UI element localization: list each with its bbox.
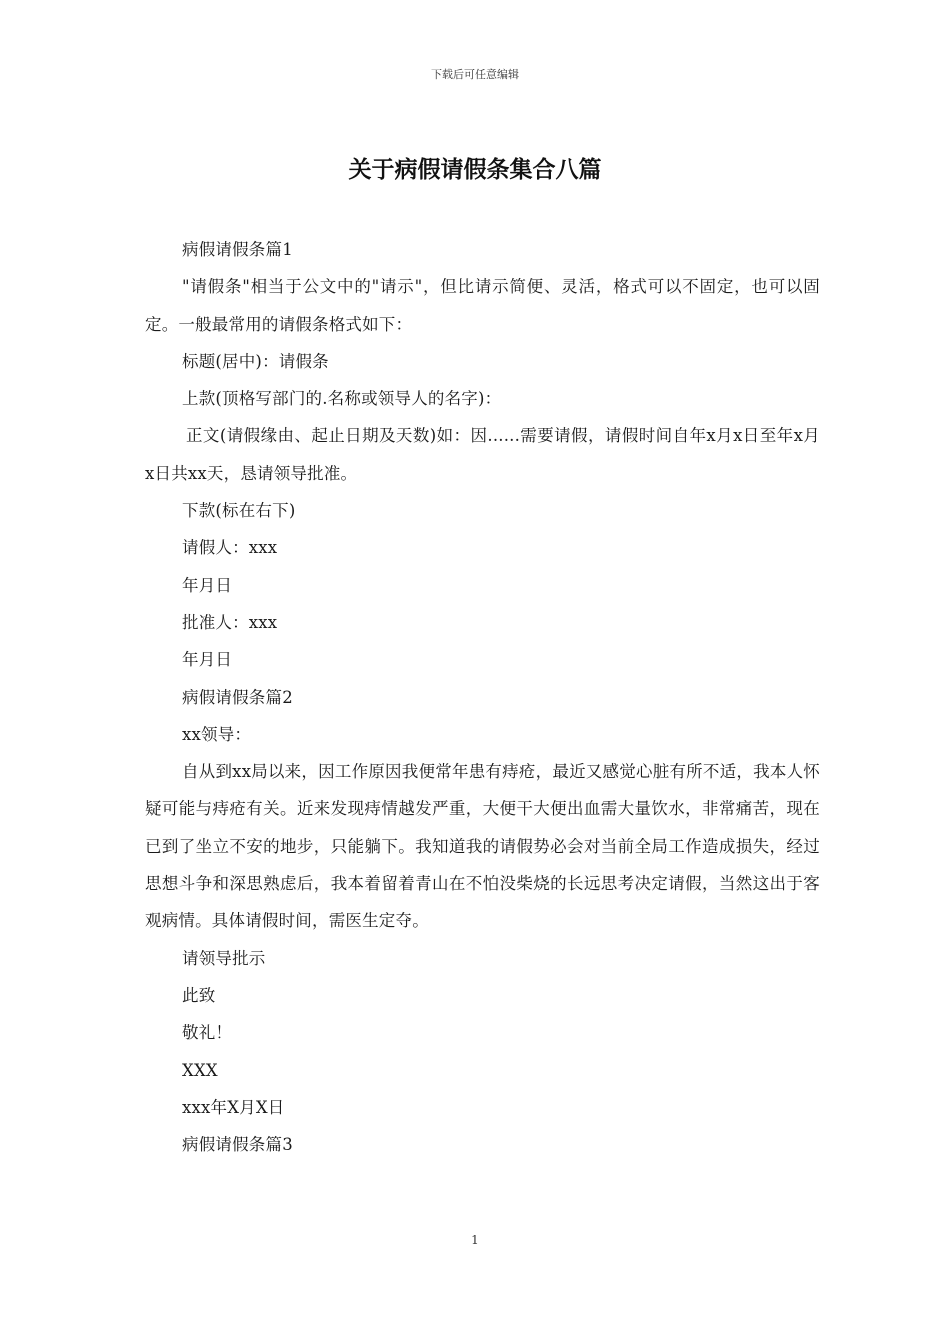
paragraph-upper-format: 上款(顶格写部门的.名称或领导人的名字)： [182, 389, 502, 409]
paragraph-main-body: 自从到xx局以来，因工作原因我便常年患有痔疮，最近又感觉心脏有所不适，我本人怀疑可能与痔疮有关。近来发现痔情越发严重，大便干大便出血需大量饮水，非常痛苦，现在已到了坐立不安的地步，只能躺下。我知道我的请假势必会对当前全局工作造成损失，经过思想斗争和深思熟虑后，我本着留着青山在不怕没柴烧的长远思考决定请假，当然这出于客观病情。具体请假时间，需医生定夺。 [145, 762, 820, 931]
paragraph-applicant: 请假人：xxx [182, 538, 278, 558]
paragraph-body-format: 正文(请假缘由、起止日期及天数)如：因......需要请假，请假时间自年x月x日至年x月x日共xx天，恳请领导批准。 [145, 426, 820, 483]
paragraph-signature: XXX [182, 1060, 218, 1080]
paragraph-date-1: 年月日 [182, 575, 233, 595]
section-heading-2: 病假请假条篇2 [182, 687, 293, 707]
page-number: 1 [471, 1233, 479, 1247]
paragraph-approver: 批准人：xxx [182, 612, 278, 632]
paragraph-intro: "请假条"相当于公文中的"请示"，但比请示简便、灵活，格式可以不固定，也可以固定。一般最常用的请假条格式如下： [145, 277, 820, 334]
document-body [145, 231, 820, 1163]
paragraph-title-format: 标题(居中)：请假条 [182, 351, 329, 371]
paragraph-lower-format: 下款(标在右下) [182, 501, 296, 521]
paragraph-closing-2: 敬礼！ [182, 1023, 233, 1043]
section-heading-1: 病假请假条篇1 [182, 240, 293, 259]
paragraph-request: 请领导批示 [182, 948, 266, 968]
document-title: 关于病假请假条集合八篇 [348, 156, 602, 183]
paragraph-date-2: 年月日 [182, 650, 233, 670]
paragraph-salutation: xx领导： [182, 724, 252, 744]
paragraph-signature-date: xxx年X月X日 [182, 1097, 285, 1117]
section-heading-3: 病假请假条篇3 [182, 1135, 293, 1155]
paragraph-closing-1: 此致 [182, 985, 216, 1005]
header-note: 下载后可任意编辑 [431, 68, 519, 81]
